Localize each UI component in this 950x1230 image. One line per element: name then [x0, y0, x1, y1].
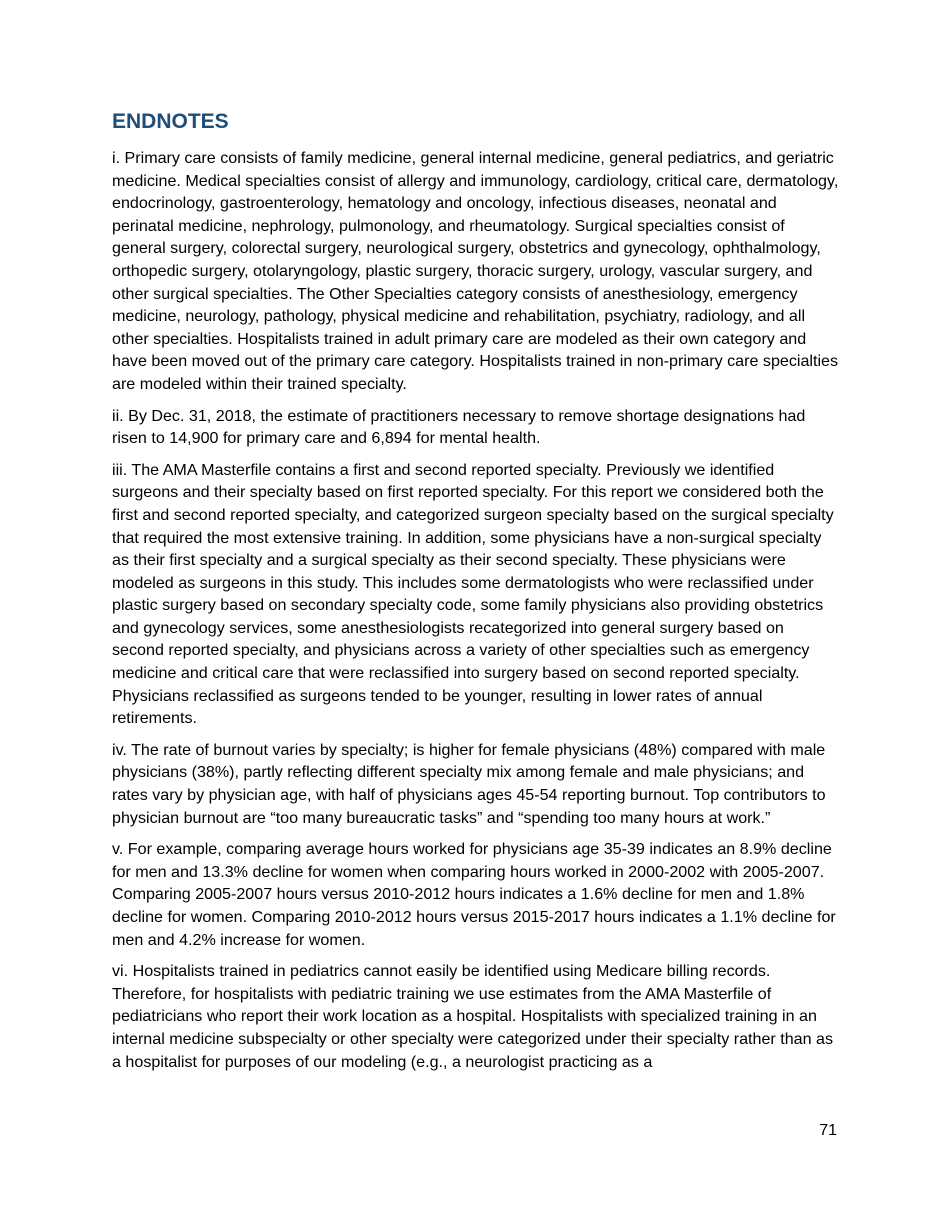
endnote-iii: iii. The AMA Masterfile contains a first and second reported specialty. Previously we identified surgeons and their specialty based on first reported specialty. For this report we considered both the first and second reported specialty, and categorized surgeon specialty based on the surgical specialty that required the most extensive training. In addition, some physicians have a non-surgical specialty as their first specialty and a surgical specialty as their second specialty. These physicians were modeled as surgeons in this study. This includes some dermatologists who were reclassified under plastic surgery based on secondary specialty code, some family physicians also providing obstetrics and gynecology services, some anesthesiologists recategorized into general surgery based on second reported specialty, and physicians across a variety of other specialties such as emergency medicine and critical care that were reclassified into surgery based on second reported specialty. Physicians reclassified as surgeons tended to be younger, resulting in lower rates of annual retirements. [112, 460, 834, 728]
endnote-vi: vi. Hospitalists trained in pediatrics cannot easily be identified using Medicare billing records. Therefore, for hospitalists with pediatric training we use estimates from the AMA Masterfile of pediatricians who report their work location as a hospital. Hospitalists with specialized training in an internal medicine subspecialty or other specialty were categorized under their specialty rather than as a hospitalist for purposes of our modeling (e.g., a neurologist practicing as a [112, 962, 834, 1071]
endnotes-section [112, 110, 840, 1082]
endnote-v: v. For example, comparing average hours worked for physicians age 35-39 indicates an 8.9% decline for men and 13.3% decline for women when comparing hours worked in 2000-2002 with 2005-2007. Comparing 2005-2007 hours versus 2010-2012 hours indicates a 1.6% decline for men and 1.8% decline for women. Comparing 2010-2012 hours versus 2015-2017 hours indicates a 1.1% decline for men and 4.2% increase for women. [112, 840, 836, 949]
endnote-iv: iv. The rate of burnout varies by specialty; is higher for female physicians (48%) compared with male physicians (38%), partly reflecting different specialty mix among female and male physicians; and rates vary by physician age, with half of physicians ages 45-54 reporting burnout. Top contributors to physician burnout are “too many bureaucratic tasks” and “spending too many hours at work.” [112, 740, 826, 827]
section-heading: ENDNOTES [112, 110, 229, 133]
endnote-i: i. Primary care consists of family medicine, general internal medicine, general pediatrics, and geriatric medicine. Medical specialties consist of allergy and immunology, cardiology, critical care, dermatology, endocrinology, gastroenterology, hematology and oncology, infectious diseases, neonatal and perinatal medicine, nephrology, pulmonology, and rheumatology. Surgical specialties consist of general surgery, colorectal surgery, neurological surgery, obstetrics and gynecology, ophthalmology, orthopedic surgery, otolaryngology, plastic surgery, thoracic surgery, urology, vascular surgery, and other surgical specialties. The Other Specialties category consists of anesthesiology, emergency medicine, neurology, pathology, physical medicine and rehabilitation, psychiatry, radiology, and all other specialties. Hospitalists trained in adult primary care are modeled as their own category and have been moved out of the primary care category. Hospitalists trained in non-primary care specialties are modeled within their trained specialty. [112, 149, 839, 393]
endnote-ii: ii. By Dec. 31, 2018, the estimate of practitioners necessary to remove shortage designations had risen to 14,900 for primary care and 6,894 for mental health. [112, 406, 806, 448]
page-number: 71 [819, 1122, 837, 1139]
